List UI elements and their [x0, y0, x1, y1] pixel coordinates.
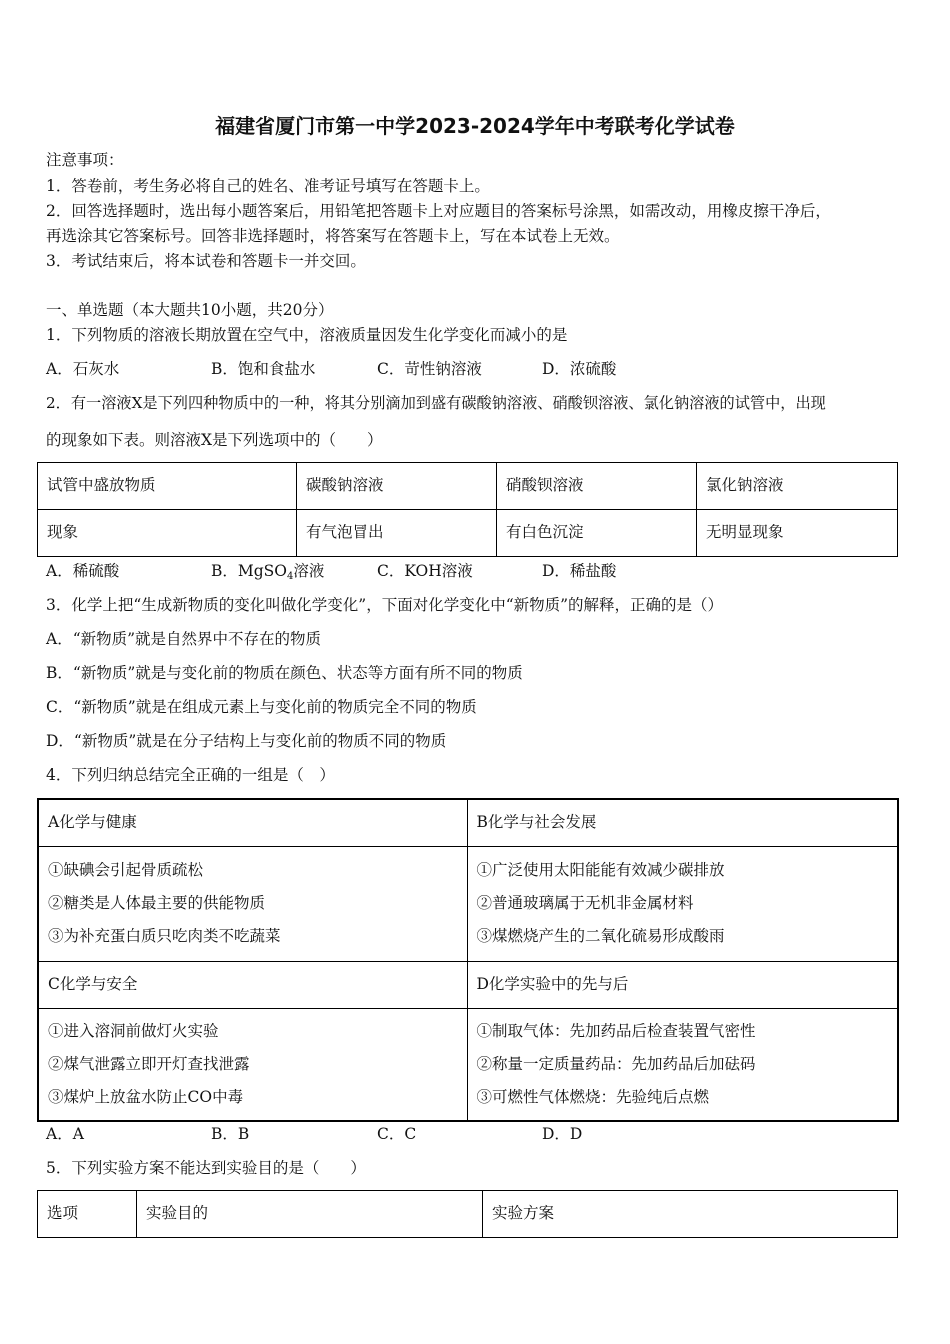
q4-d-item: ①制取气体：先加药品后检查装置气密性 — [476, 1021, 756, 1040]
q2-table — [37, 462, 898, 557]
q2-table-header-cell: 硝酸钡溶液 — [497, 463, 697, 510]
q4-cell-c-head: C化学与安全 — [38, 961, 467, 1008]
q4-option-b: B．B — [211, 1125, 250, 1143]
section-heading: 一、单选题（本大题共10小题，共20分） — [46, 301, 334, 319]
notice-item: 2．回答选择题时，选出每小题答案后，用铅笔把答题卡上对应题目的答案标号涂黑，如需改动，用橡皮擦干净后， — [46, 202, 831, 220]
q4-cell-b-items — [467, 846, 898, 961]
question-1-stem: 1．下列物质的溶液长期放置在空气中，溶液质量因发生化学变化而减小的是 — [46, 326, 568, 344]
q4-a-item: ①缺碘会引起骨质疏松 — [48, 861, 204, 879]
q5-table-header-cell: 实验方案 — [483, 1191, 898, 1238]
q4-cell-c-items — [38, 1008, 467, 1121]
q4-a-item: ③为补充蛋白质只吃肉类不吃蔬菜 — [48, 927, 281, 945]
q4-b-item: ③煤燃烧产生的二氧化硫易形成酸雨 — [476, 927, 725, 945]
q5-table-header-cell: 选项 — [38, 1191, 137, 1238]
q1-option-d: D．浓硫酸 — [542, 360, 617, 378]
q2-option-b-tail: 溶液 — [293, 562, 325, 580]
q3-option-d: D．“新物质”就是在分子结构上与变化前的物质不同的物质 — [46, 732, 447, 750]
question-5-stem: 5．下列实验方案不能达到实验目的是（ ） — [46, 1159, 366, 1177]
q4-a-item: ②糖类是人体最主要的供能物质 — [48, 894, 266, 912]
question-4-stem: 4．下列归纳总结完全正确的一组是（ ） — [46, 766, 335, 784]
q4-c-item: ③煤炉上放盆水防止CO中毒 — [48, 1087, 244, 1106]
question-3-stem: 3．化学上把“生成新物质的变化叫做化学变化”，下面对化学变化中“新物质”的解释，正确的是（） — [46, 596, 724, 614]
q4-cell-a-items — [38, 846, 467, 961]
q2-option-b — [211, 564, 324, 582]
q1-option-c: C．苛性钠溶液 — [377, 360, 482, 378]
q1-option-a: A．石灰水 — [46, 360, 120, 378]
q4-b-item: ①广泛使用太阳能能有效减少碳排放 — [476, 861, 725, 879]
q4-cell-d-head: D化学实验中的先与后 — [467, 961, 898, 1008]
q2-table-header-cell: 碳酸钠溶液 — [297, 463, 497, 510]
q4-cell-a-head: A化学与健康 — [38, 799, 467, 846]
q4-c-item: ②煤气泄露立即开灯查找泄露 — [48, 1054, 250, 1073]
q2-option-b-subscript: 4 — [287, 571, 294, 582]
notice-heading: 注意事项： — [46, 151, 124, 169]
q2-table-header-cell: 氯化钠溶液 — [697, 463, 898, 510]
question-2-stem-line1: 2．有一溶液X是下列四种物质中的一种，将其分别滴加到盛有碳酸钠溶液、硝酸钡溶液、氯化钠溶液的试管中，出现 — [46, 394, 826, 412]
q2-table-header-cell: 试管中盛放物质 — [38, 463, 297, 510]
q2-table-cell: 有白色沉淀 — [497, 510, 697, 557]
q4-d-item: ②称量一定质量药品：先加药品后加砝码 — [476, 1054, 756, 1073]
page-title: 福建省厦门市第一中学2023-2024学年中考联考化学试卷 — [215, 114, 735, 138]
q4-cell-d-items — [467, 1008, 898, 1121]
q2-table-cell: 现象 — [38, 510, 297, 557]
q5-table-header-cell: 实验目的 — [137, 1191, 483, 1238]
q4-d-item: ③可燃性气体燃烧：先验纯后点燃 — [476, 1087, 710, 1106]
q2-option-c: C．KOH溶液 — [377, 562, 473, 580]
q2-table-cell: 有气泡冒出 — [297, 510, 497, 557]
q4-table — [37, 798, 899, 1122]
q3-option-b: B．“新物质”就是与变化前的物质在颜色、状态等方面有所不同的物质 — [46, 664, 523, 682]
q4-option-c: C．C — [377, 1125, 417, 1143]
q3-option-a: A．“新物质”就是自然界中不存在的物质 — [46, 630, 322, 648]
question-2-stem-line2: 的现象如下表。则溶液X是下列选项中的（ ） — [46, 431, 383, 449]
q4-option-d: D．D — [542, 1125, 583, 1143]
q2-table-cell: 无明显现象 — [697, 510, 898, 557]
q4-b-item: ②普通玻璃属于无机非金属材料 — [476, 894, 694, 912]
q2-option-b-text: B．MgSO — [211, 562, 288, 580]
q1-option-b: B．饱和食盐水 — [211, 360, 316, 378]
notice-item: 再选涂其它答案标号。回答非选择题时，将答案写在答题卡上，写在本试卷上无效。 — [46, 227, 620, 245]
q4-option-a: A．A — [46, 1125, 84, 1143]
notice-item: 3．考试结束后，将本试卷和答题卡一并交回。 — [46, 252, 366, 270]
q4-cell-b-head: B化学与社会发展 — [467, 799, 898, 846]
notice-item: 1．答卷前，考生务必将自己的姓名、准考证号填写在答题卡上。 — [46, 177, 490, 195]
q4-c-item: ①进入溶洞前做灯火实验 — [48, 1021, 219, 1040]
q5-table — [37, 1190, 898, 1238]
q2-option-a: A．稀硫酸 — [46, 562, 120, 580]
q2-option-d: D．稀盐酸 — [542, 562, 617, 580]
q3-option-c: C．“新物质”就是在组成元素上与变化前的物质完全不同的物质 — [46, 698, 477, 716]
